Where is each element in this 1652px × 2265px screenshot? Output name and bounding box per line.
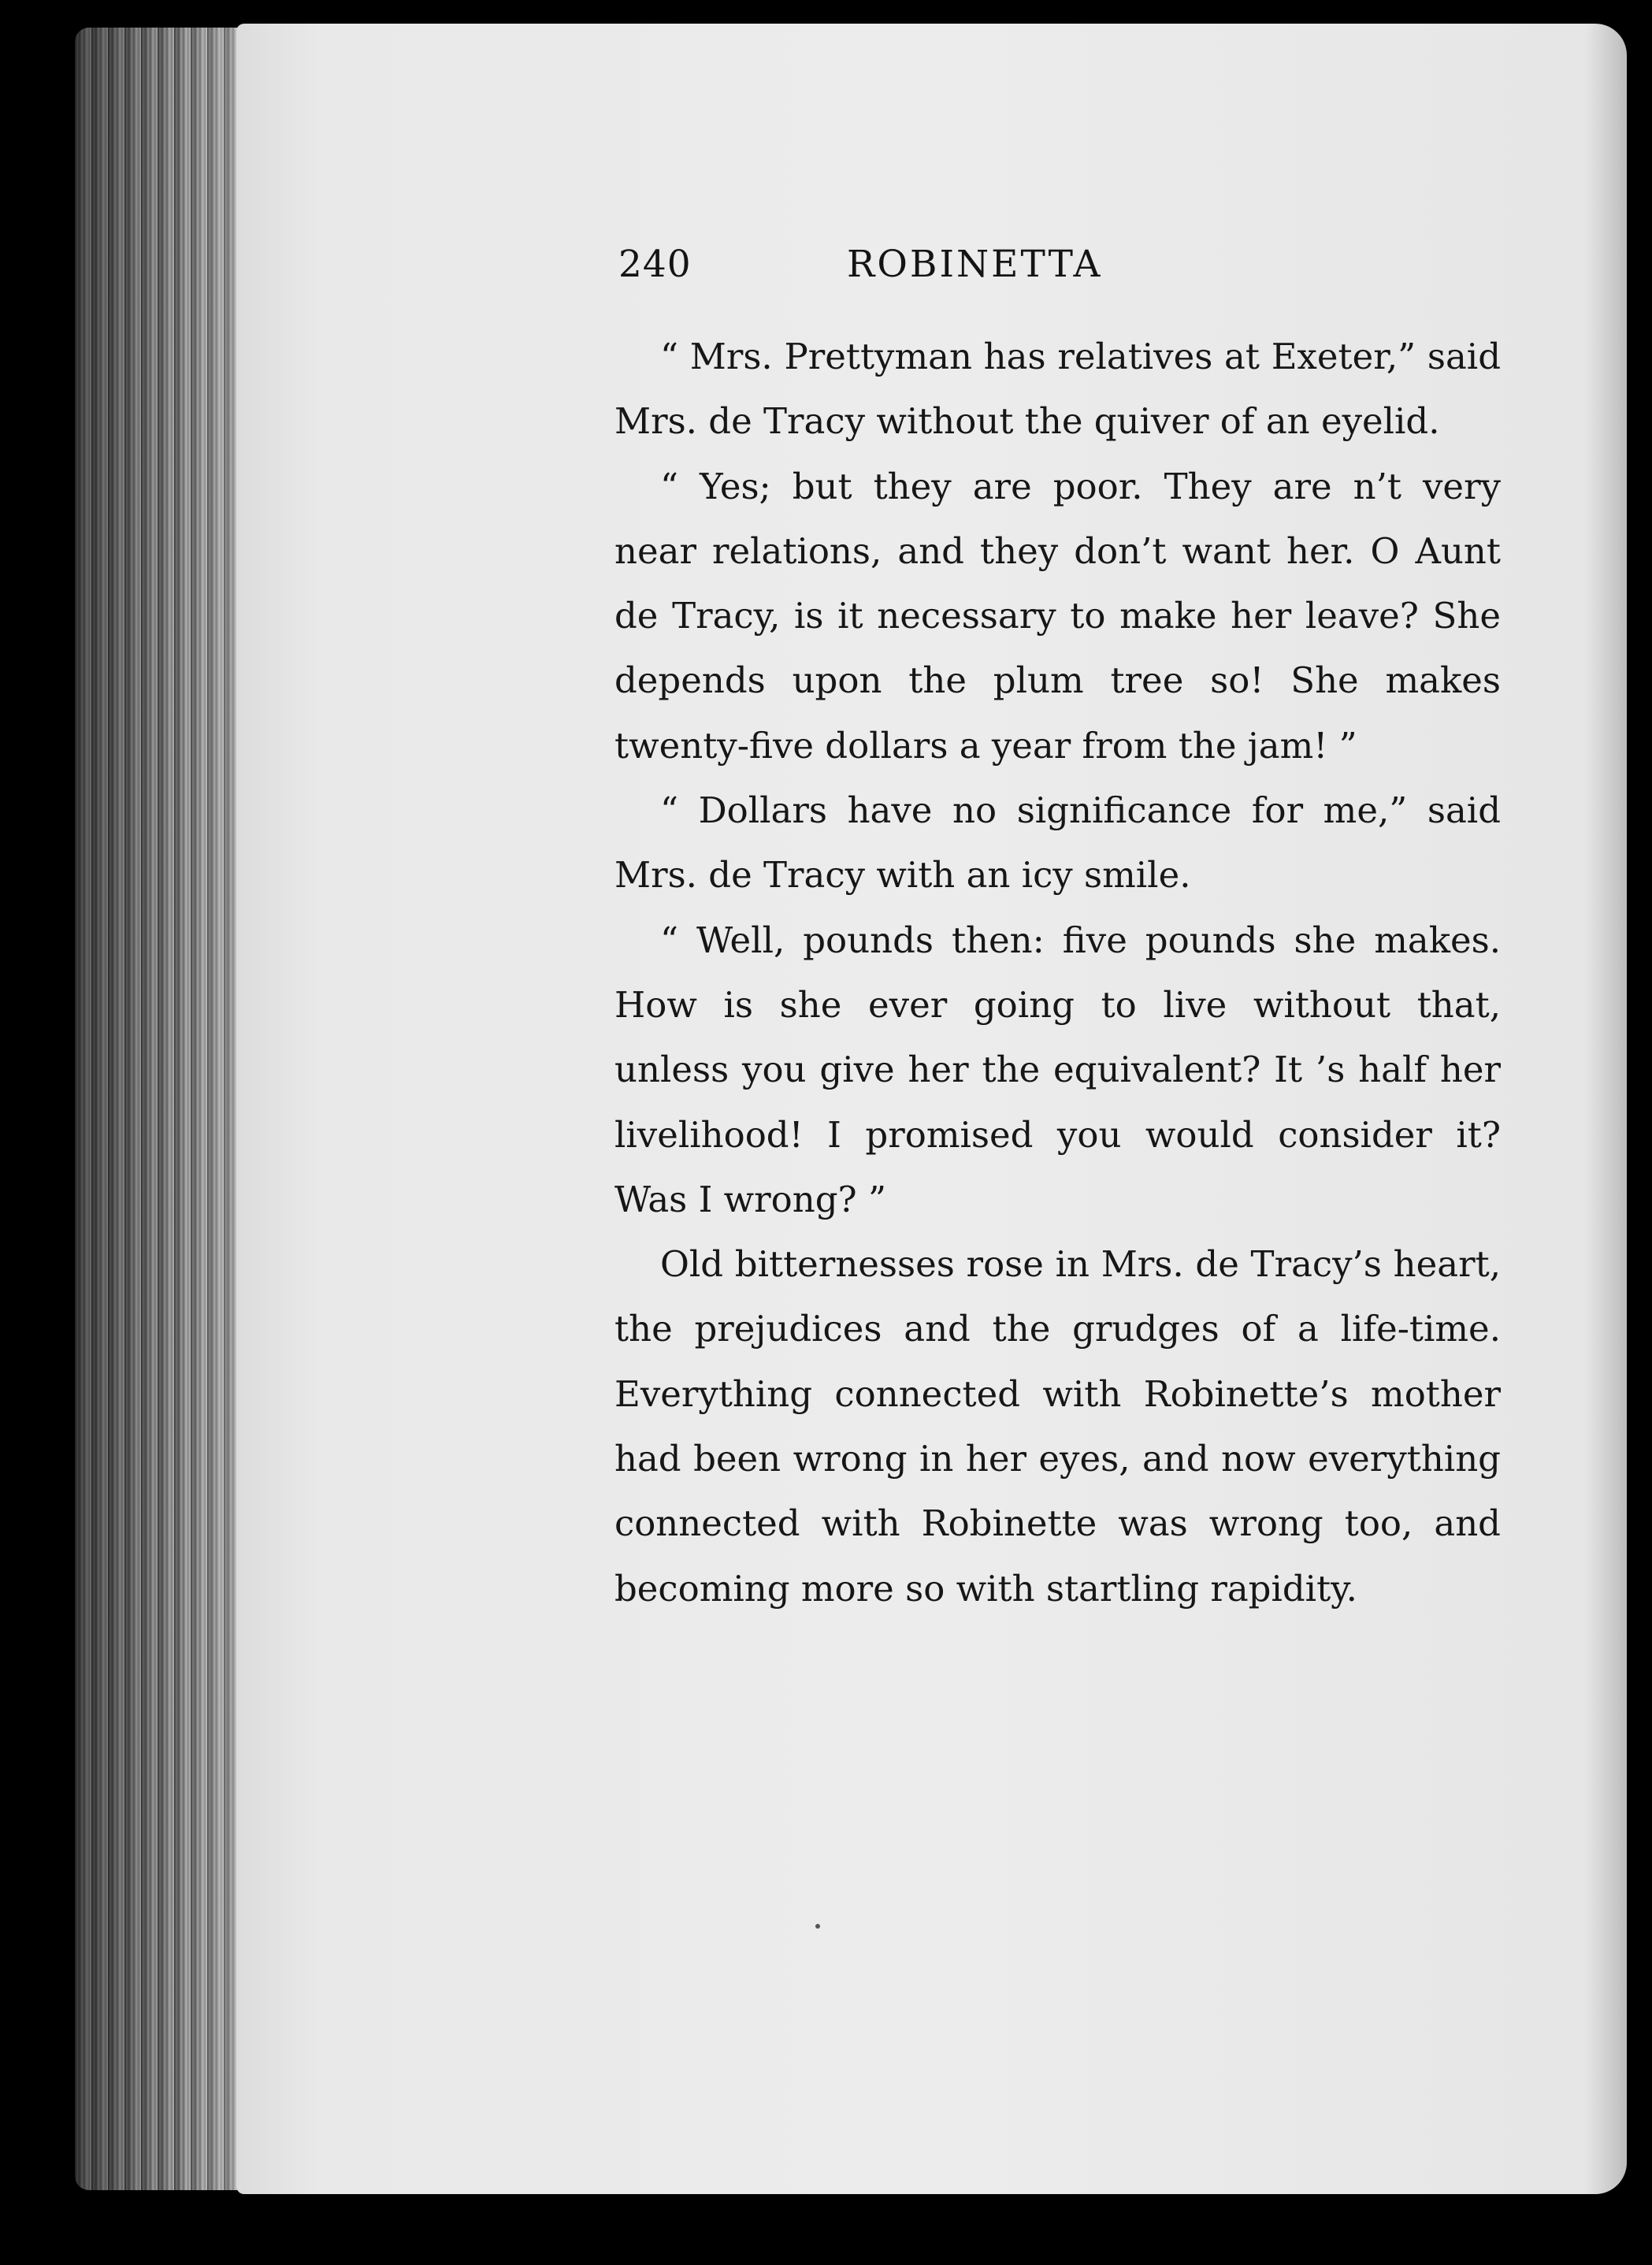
stray-ink-mark bbox=[815, 1924, 820, 1929]
paragraph: Old bitternesses rose in Mrs. de Tracy’s heart, the prejudices and the grudges of a life-time. Everything connected with Robinette’s mother had been wrong in her eyes, and now everything connected with Robinette was wrong too, and becoming more so with startling rapidity. bbox=[614, 1243, 1501, 1610]
running-title: ROBINETTA bbox=[847, 243, 1103, 286]
page-number: 240 bbox=[618, 243, 692, 286]
paragraph: “ Well, pounds then: five pounds she makes. How is she ever going to live without that, unless you give her the equivalent? It ’s half her livelihood! I promised you would consider it? Was I wrong? ” bbox=[614, 919, 1501, 1220]
paragraph: “ Mrs. Prettyman has relatives at Exeter,” said Mrs. de Tracy without the quiver of an eyelid. bbox=[614, 336, 1501, 443]
running-header bbox=[618, 243, 1497, 306]
body-text bbox=[614, 325, 1501, 1621]
paragraph: “ Dollars have no significance for me,” said Mrs. de Tracy with an icy smile. bbox=[614, 789, 1501, 897]
paragraph: “ Yes; but they are poor. They are n’t very near relations, and they don’t want her. O Aunt de Tracy, is it necessary to make her leave? She depends upon the plum tree so! She makes twenty-five dollars a year from the jam! ” bbox=[614, 465, 1501, 767]
